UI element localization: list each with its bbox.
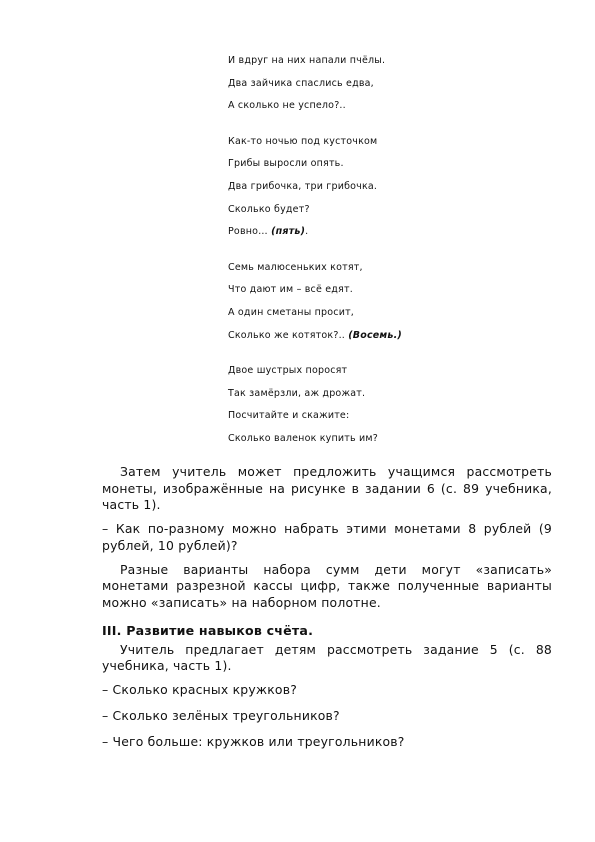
- poem-line: Как-то ночью под кусточком: [228, 135, 378, 147]
- poem-line: [228, 329, 402, 352]
- poem-line: Семь малюсеньких котят,: [228, 261, 363, 273]
- poem-line: [228, 225, 402, 248]
- poem-line: Двое шустрых поросят: [228, 365, 348, 377]
- poem-line: А сколько не успело?..: [228, 100, 346, 112]
- poem-line: Что дают им – всё едят.: [228, 284, 353, 296]
- poem-block: [228, 54, 402, 455]
- poem-line: Два грибочка, три грибочка.: [228, 180, 378, 192]
- lesson-text: [102, 464, 552, 760]
- paragraph-task: Учитель предлагает детям рассмотреть задание 5 (с. 88 учебника, часть 1).: [102, 641, 552, 673]
- poem-answer: (пять): [271, 226, 306, 238]
- poem-line: Сколько валенок купить им?: [228, 432, 379, 444]
- poem-line: Так замёрзли, аж дрожат.: [228, 387, 366, 399]
- question-compare: – Чего больше: кружков или треугольников?: [102, 734, 405, 749]
- poem-line: Грибы выросли опять.: [228, 158, 344, 170]
- question-triangles: – Сколько зелёных треугольников?: [102, 708, 340, 723]
- poem-line: Посчитайте и скажите:: [228, 410, 350, 422]
- stanza-gap: [228, 248, 402, 261]
- poem-line-tail: .: [305, 226, 309, 238]
- poem-line: И вдруг на них напали пчёлы.: [228, 55, 386, 66]
- poem-stanza-3: [228, 261, 402, 351]
- question-circles: – Сколько красных кружков?: [102, 682, 297, 697]
- stanza-gap: [228, 122, 402, 135]
- paragraph-variants: Разные варианты набора сумм дети могут «записать» монетами разрезной кассы цифр, также полученные варианты можно «записать» на наборном полотне.: [102, 561, 552, 610]
- poem-stanza-1: [228, 54, 402, 122]
- poem-line: А один сметаны просит,: [228, 306, 355, 318]
- poem-stanza-2: [228, 135, 402, 248]
- poem-answer: (Восемь.): [348, 329, 402, 341]
- paragraph-question: – Как по-разному можно набрать этими монетами 8 рублей (9 рублей, 10 рублей)?: [102, 521, 552, 553]
- paragraph-coins: Затем учитель может предложить учащимся рассмотреть монеты, изображённые на рисунке в задании 6 (с. 89 учебника, часть 1).: [102, 464, 552, 512]
- poem-line-text: Ровно…: [228, 226, 272, 238]
- poem-line: Два зайчика спаслись едва,: [228, 77, 374, 89]
- poem-line-text: Сколько же котяток?..: [228, 329, 349, 341]
- poem-stanza-4: [228, 364, 402, 454]
- section-heading: III. Развитие навыков счёта.: [102, 623, 314, 638]
- stanza-gap: [228, 351, 402, 364]
- poem-line: Сколько будет?: [228, 203, 310, 215]
